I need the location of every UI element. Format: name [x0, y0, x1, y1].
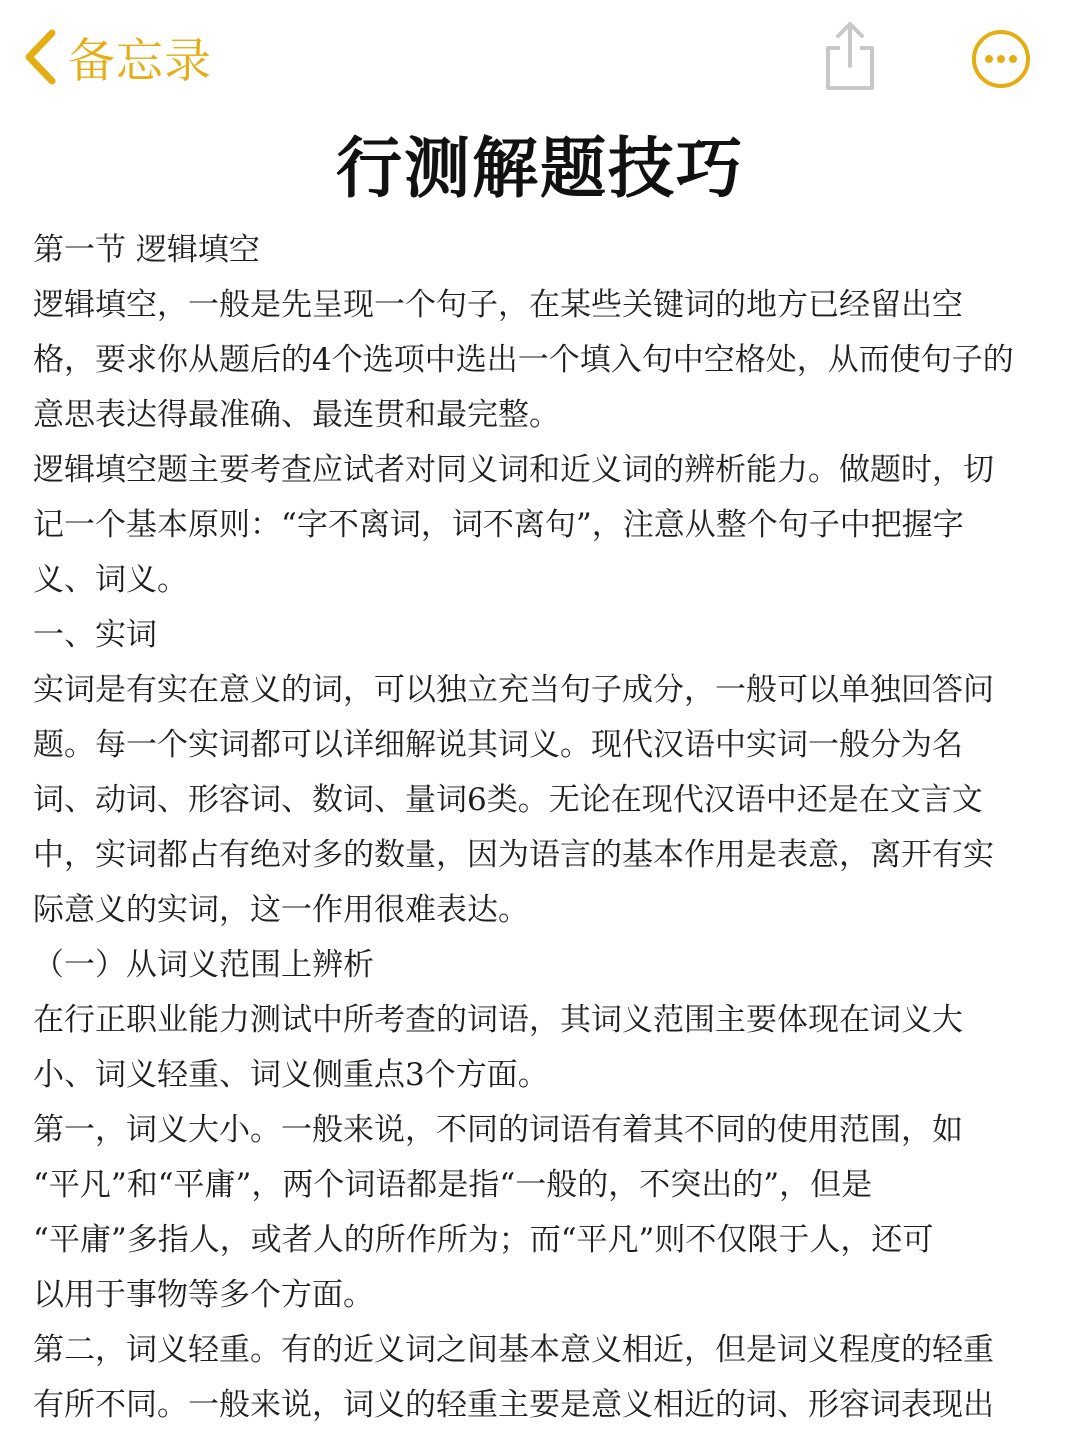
- note-line: 词、动词、形容词、数词、量词6类。无论在现代汉语中还是在文言文: [33, 782, 983, 818]
- note-line: 第一，词义大小。一般来说，不同的词语有着其不同的使用范围，如: [33, 1112, 963, 1148]
- more-icon: [970, 75, 1032, 94]
- note-line: 有所不同。一般来说，词义的轻重主要是意义相近的词、形容词表现出: [33, 1387, 994, 1423]
- note-line: 第二，词义轻重。有的近义词之间基本意义相近，但是词义程度的轻重: [33, 1332, 994, 1368]
- back-label: 备忘录: [68, 33, 212, 89]
- note-line: “平庸”多指人，或者人的所作所为；而“平凡”则不仅限于人，还可: [33, 1222, 934, 1258]
- note-line: 义、词义。: [33, 562, 188, 598]
- share-button[interactable]: [820, 18, 880, 92]
- note-line: 意思表达得最准确、最连贯和最完整。: [33, 397, 560, 433]
- note-line: 逻辑填空，一般是先呈现一个句子，在某些关键词的地方已经留出空: [33, 287, 963, 323]
- note-line-section-heading: 第一节 逻辑填空: [33, 232, 260, 268]
- more-button[interactable]: [970, 28, 1032, 90]
- note-line: 实词是有实在意义的词，可以独立充当句子成分，一般可以单独回答问: [33, 672, 994, 708]
- note-title: 行测解题技巧: [336, 129, 744, 207]
- note-line: 在行正职业能力测试中所考查的词语，其词义范围主要体现在词义大: [33, 1002, 963, 1038]
- note-line: 记一个基本原则：“字不离词，词不离句”，注意从整个句子中把握字: [33, 507, 964, 543]
- navigation-bar: [0, 0, 1080, 112]
- note-line: 格，要求你从题后的4个选项中选出一个填入句中空格处，从而使句子的: [33, 342, 1014, 378]
- chevron-left-icon: [22, 28, 58, 86]
- note-line: 中，实词都占有绝对多的数量，因为语言的基本作用是表意，离开有实: [33, 837, 994, 873]
- note-line: “平凡”和“平庸”，两个词语都是指“一般的，不突出的”，但是: [33, 1167, 873, 1203]
- note-line: 题。每一个实词都可以详细解说其词义。现代汉语中实词一般分为名: [33, 727, 963, 763]
- back-button[interactable]: [22, 24, 212, 90]
- note-line: 际意义的实词，这一作用很难表达。: [33, 892, 529, 928]
- share-icon: [820, 77, 880, 96]
- note-line: 小、词义轻重、词义侧重点3个方面。: [33, 1057, 549, 1093]
- note-line: 以用于事物等多个方面。: [33, 1277, 374, 1313]
- note-line-subheading: 一、实词: [33, 617, 157, 653]
- note-body[interactable]: [33, 223, 1053, 1433]
- note-line: 逻辑填空题主要考查应试者对同义词和近义词的辨析能力。做题时，切: [33, 452, 994, 488]
- note-line-subheading: （一）从词义范围上辨析: [33, 947, 374, 983]
